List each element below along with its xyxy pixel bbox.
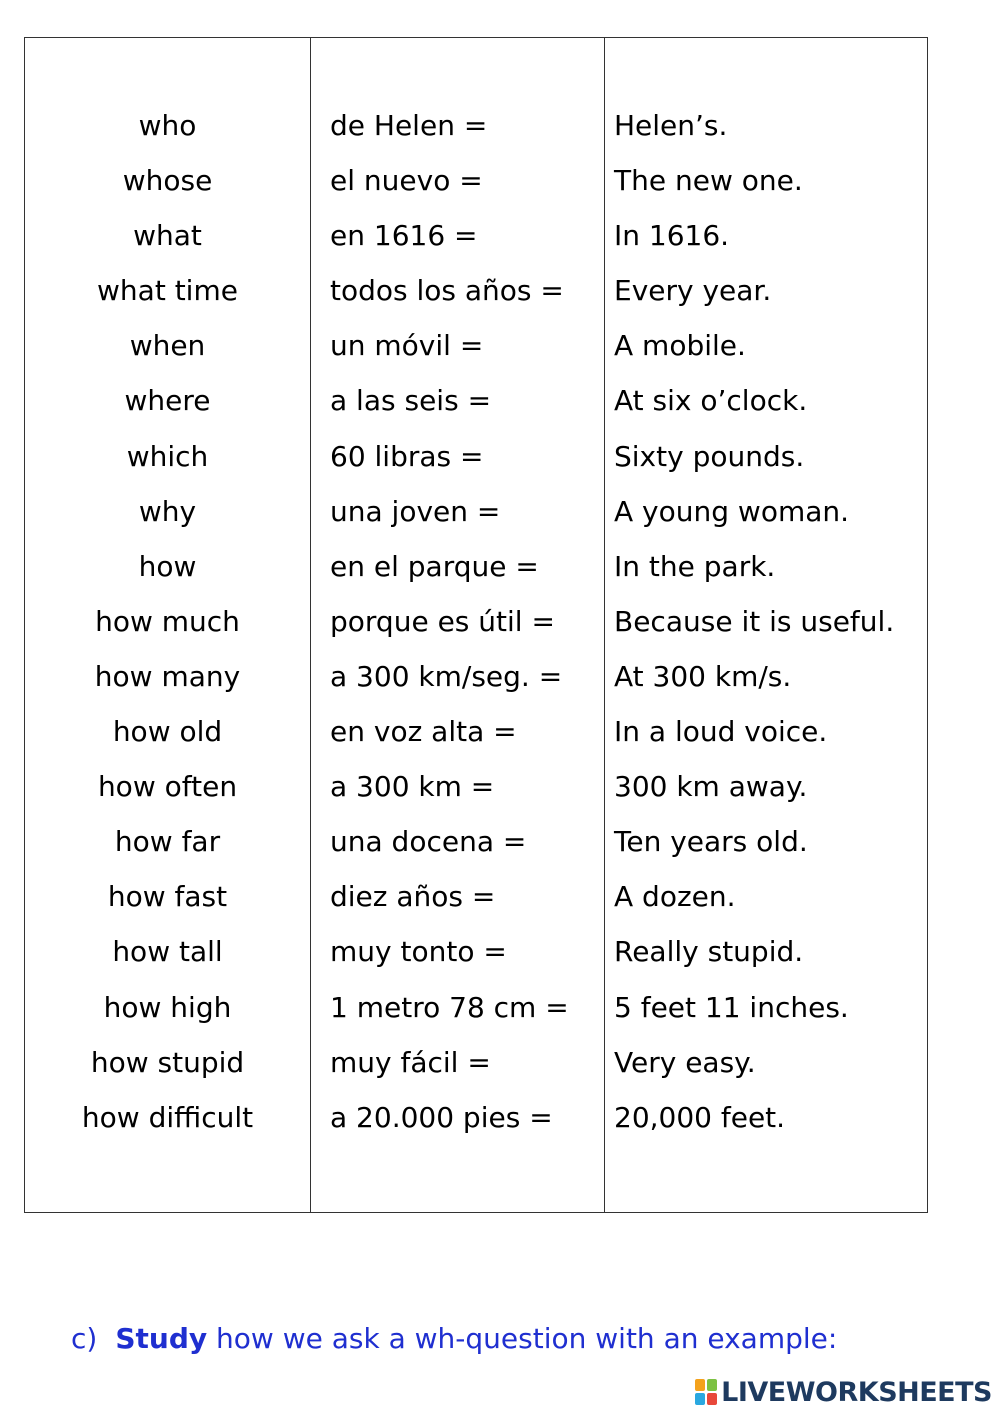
spanish-phrase: 1 metro 78 cm = — [330, 990, 569, 1024]
instruction-marker: c) — [71, 1322, 98, 1355]
english-answer: Every year. — [614, 274, 772, 308]
question-word: how high — [103, 990, 232, 1024]
spanish-phrase: en 1616 = — [330, 219, 478, 253]
english-answer: The new one. — [614, 164, 803, 198]
instruction-bold-word: Study — [115, 1322, 208, 1355]
question-word: how far — [114, 825, 221, 859]
spanish-phrase: una joven = — [330, 494, 501, 528]
question-word: when — [129, 329, 206, 363]
vocabulary-table — [24, 37, 928, 1213]
question-word: how tall — [112, 935, 223, 969]
spanish-phrase: en el parque = — [330, 549, 539, 583]
column-divider-1 — [310, 38, 311, 1212]
logo-square-4 — [707, 1393, 717, 1405]
instruction-text: how we ask a wh-question with an example: — [216, 1322, 838, 1355]
english-answer: 20,000 feet. — [614, 1100, 786, 1134]
question-word: what — [133, 219, 202, 253]
spanish-phrase: a 20.000 pies = — [330, 1100, 553, 1134]
brand-name: LIVEWORKSHEETS — [721, 1376, 992, 1408]
spanish-phrase: muy tonto = — [330, 935, 507, 969]
question-word: whose — [122, 164, 213, 198]
question-word: who — [138, 109, 197, 142]
english-answers-column — [614, 98, 926, 1145]
spanish-phrase: muy fácil = — [330, 1045, 491, 1079]
question-word: how stupid — [90, 1045, 245, 1079]
english-answer: Really stupid. — [614, 935, 804, 969]
question-word: which — [126, 439, 209, 473]
question-word: how much — [95, 604, 240, 638]
spanish-phrase: el nuevo = — [330, 164, 483, 198]
logo-square-1 — [695, 1379, 705, 1391]
spanish-phrases-column — [330, 98, 600, 1145]
question-word: how many — [94, 659, 241, 693]
english-answer: 300 km away. — [614, 770, 808, 804]
spanish-phrase: un móvil = — [330, 329, 484, 363]
english-answer: In the park. — [614, 549, 776, 583]
english-answer: In a loud voice. — [614, 715, 828, 749]
spanish-phrase: porque es útil = — [330, 604, 555, 638]
instruction-line — [71, 1322, 837, 1355]
english-answer: Sixty pounds. — [614, 439, 805, 473]
english-answer: A mobile. — [614, 329, 746, 363]
english-answer: In 1616. — [614, 219, 730, 253]
question-word: why — [138, 494, 197, 528]
question-word: what time — [97, 274, 238, 308]
english-answer: Because it is useful. — [614, 604, 895, 638]
english-answer: Ten years old. — [614, 825, 808, 859]
spanish-phrase: una docena = — [330, 825, 527, 859]
english-answer: Helen’s. — [614, 109, 728, 142]
spanish-phrase: todos los años = — [330, 274, 564, 308]
english-answer: At six o’clock. — [614, 384, 808, 418]
spanish-phrase: diez años = — [330, 880, 496, 914]
english-answer: Very easy. — [614, 1045, 756, 1079]
question-word: how often — [97, 770, 238, 804]
spanish-phrase: a 300 km/seg. = — [330, 659, 563, 693]
spanish-phrase: de Helen = — [330, 109, 488, 142]
spanish-phrase: a las seis = — [330, 384, 492, 418]
liveworksheets-logo-icon — [695, 1379, 717, 1405]
brand-watermark — [695, 1374, 992, 1410]
spanish-phrase: en voz alta = — [330, 715, 517, 749]
question-word: how old — [112, 715, 223, 749]
spanish-phrase: 60 libras = — [330, 439, 484, 473]
english-answer: A dozen. — [614, 880, 736, 914]
english-answer: A young woman. — [614, 494, 850, 528]
logo-square-3 — [695, 1393, 705, 1405]
question-word: how difficult — [81, 1100, 254, 1134]
question-word: how fast — [107, 880, 228, 914]
question-word: how — [138, 549, 197, 583]
spanish-phrase: a 300 km = — [330, 770, 495, 804]
question-words-column — [25, 98, 310, 1145]
english-answer: At 300 km/s. — [614, 659, 792, 693]
question-word: where — [124, 384, 211, 418]
english-answer: 5 feet 11 inches. — [614, 990, 849, 1024]
column-divider-2 — [604, 38, 605, 1212]
logo-square-2 — [707, 1379, 717, 1391]
